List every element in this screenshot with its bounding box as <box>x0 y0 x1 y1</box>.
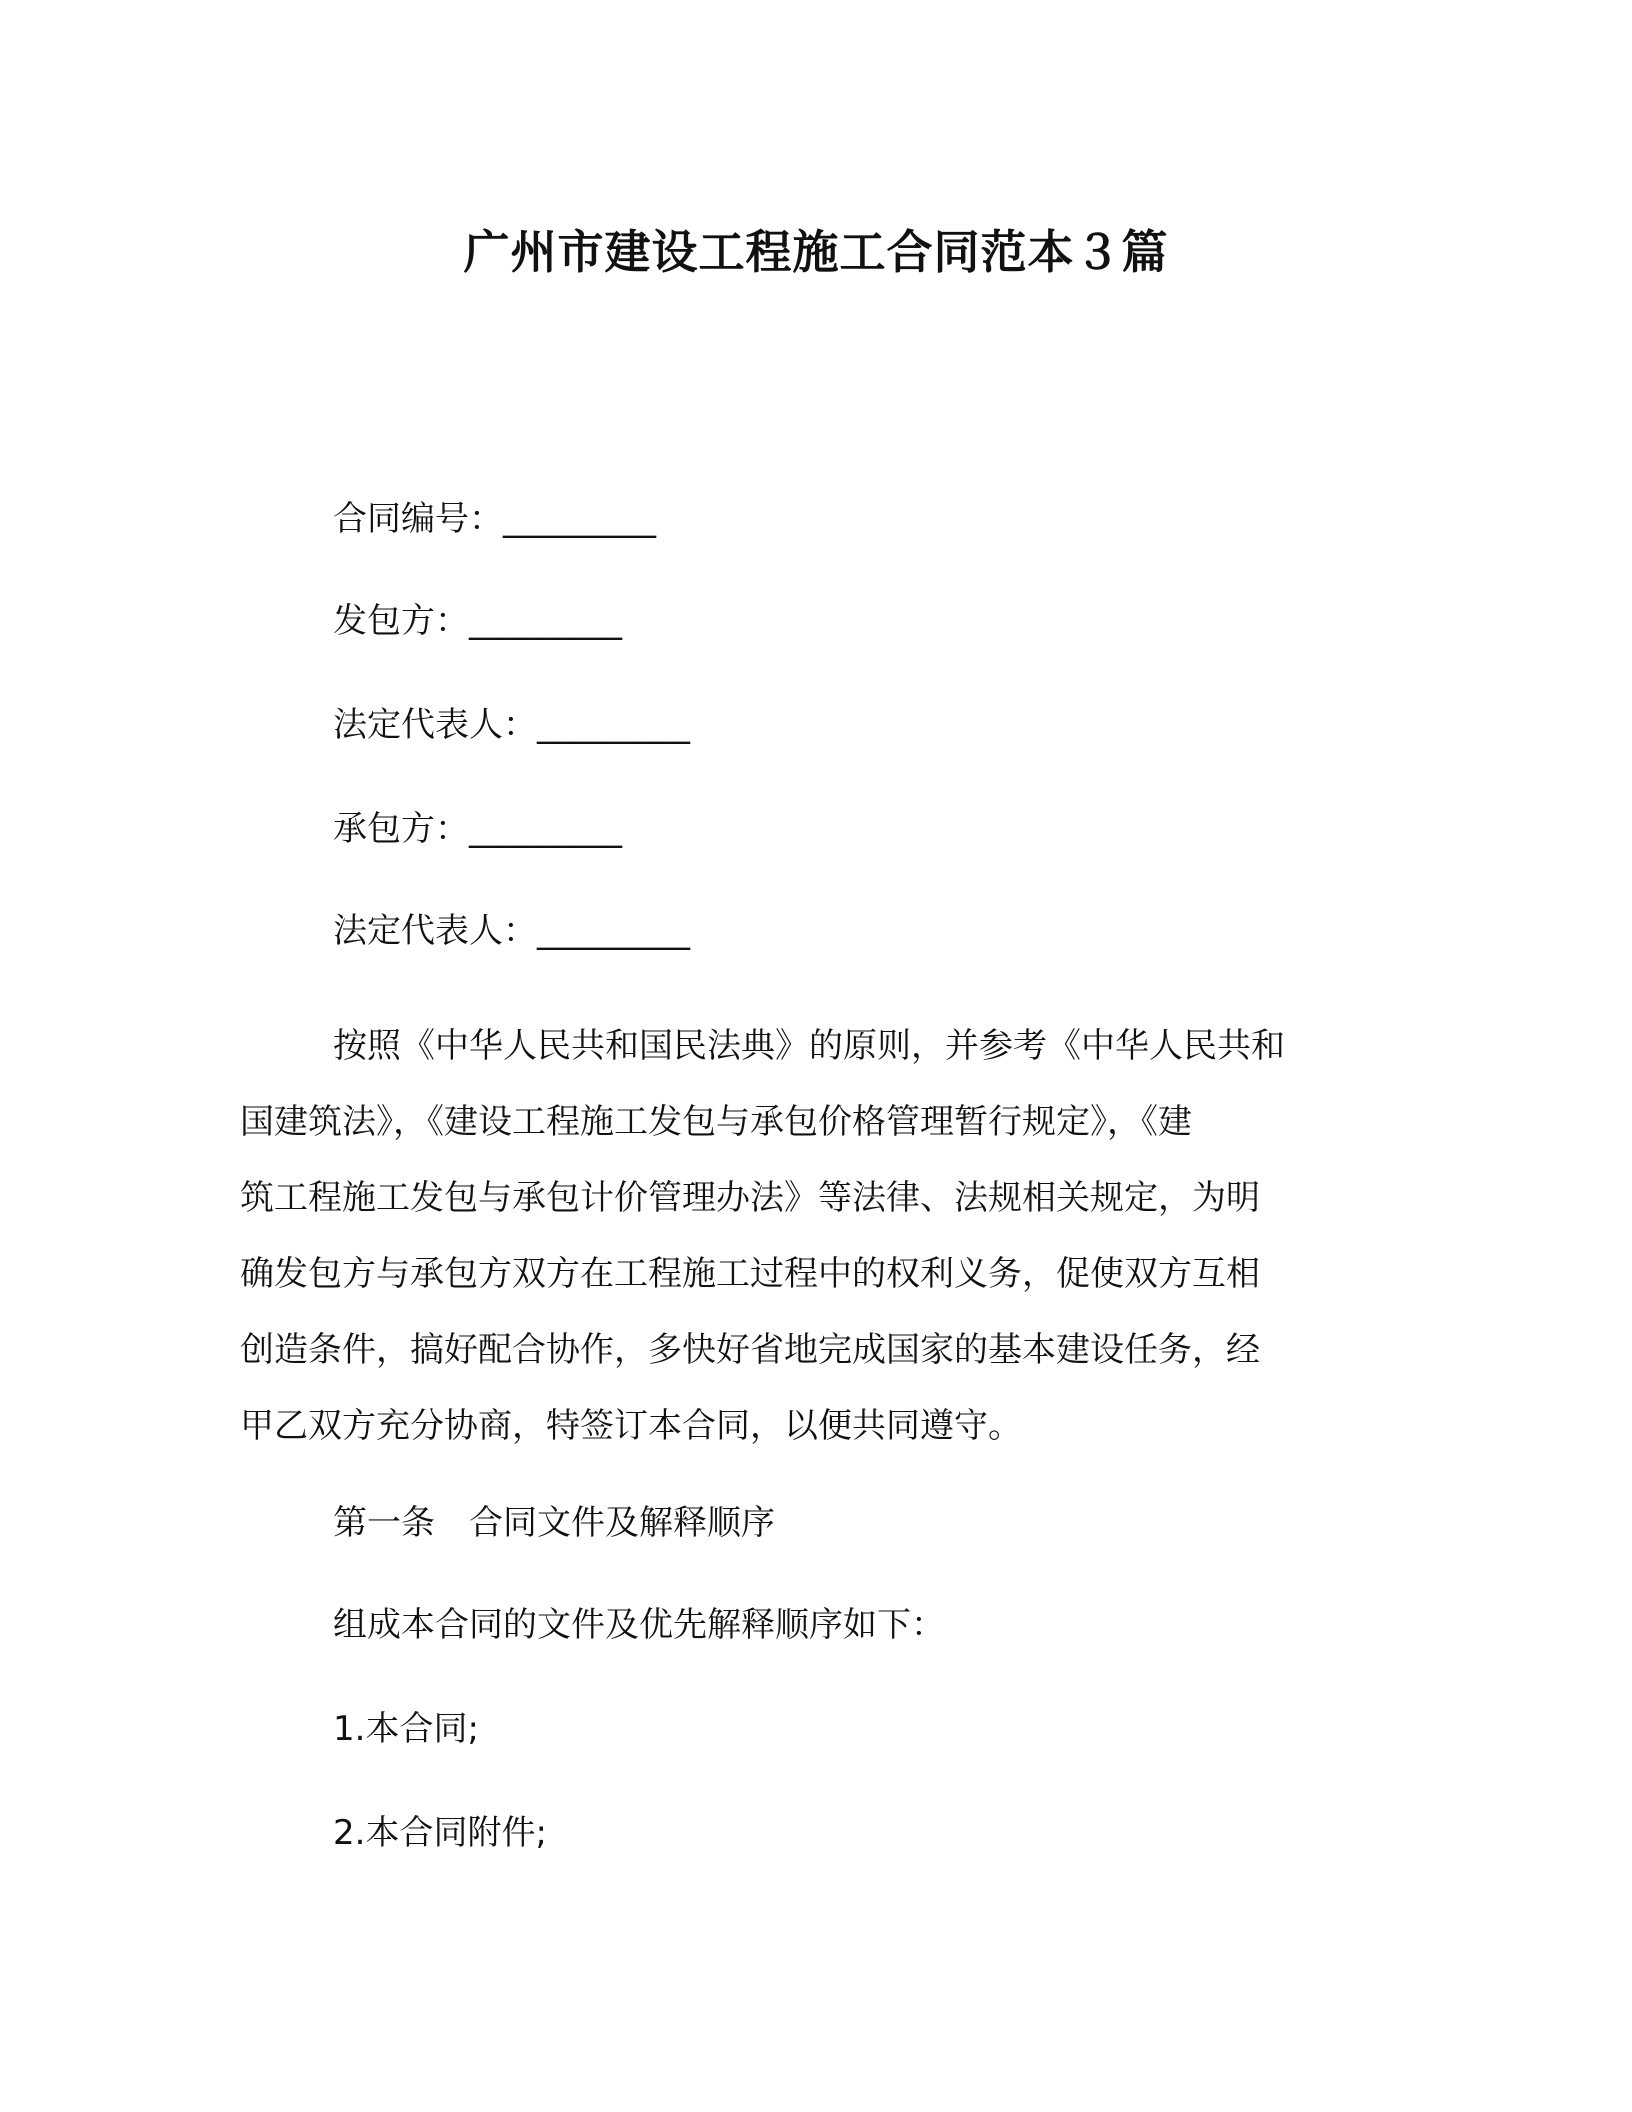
list-item: 1.本合同; <box>333 1709 479 1749</box>
list-item: 2.本合同附件; <box>333 1813 547 1853</box>
contract-number-field: 合同编号：_________ <box>333 499 656 539</box>
employer-field: 发包方：_________ <box>333 601 622 641</box>
preamble-line: 筑工程施工发包与承包计价管理办法》等法律、法规相关规定，为明 <box>240 1178 1260 1218</box>
contractor-representative-field: 法定代表人：_________ <box>333 911 690 951</box>
preamble-line: 确发包方与承包方双方在工程施工过程中的权利义务，促使双方互相 <box>240 1254 1260 1294</box>
preamble-line: 甲乙双方充分协商，特签订本合同，以便共同遵守。 <box>240 1406 1022 1446</box>
contractor-field: 承包方：_________ <box>333 809 622 849</box>
document-title: 广州市建设工程施工合同范本３篇 <box>463 225 1169 279</box>
preamble-line: 按照《中华人民共和国民法典》的原则，并参考《中华人民共和 <box>333 1026 1285 1066</box>
article-1-heading: 第一条 合同文件及解释顺序 <box>333 1503 775 1543</box>
employer-representative-field: 法定代表人：_________ <box>333 705 690 745</box>
preamble-paragraph <box>240 1008 1380 1464</box>
article-1-intro: 组成本合同的文件及优先解释顺序如下： <box>333 1605 945 1645</box>
preamble-line: 创造条件，搞好配合协作，多快好省地完成国家的基本建设任务，经 <box>240 1330 1260 1370</box>
preamble-line: 国建筑法》，《建设工程施工发包与承包价格管理暂行规定》，《建 <box>240 1102 1192 1142</box>
